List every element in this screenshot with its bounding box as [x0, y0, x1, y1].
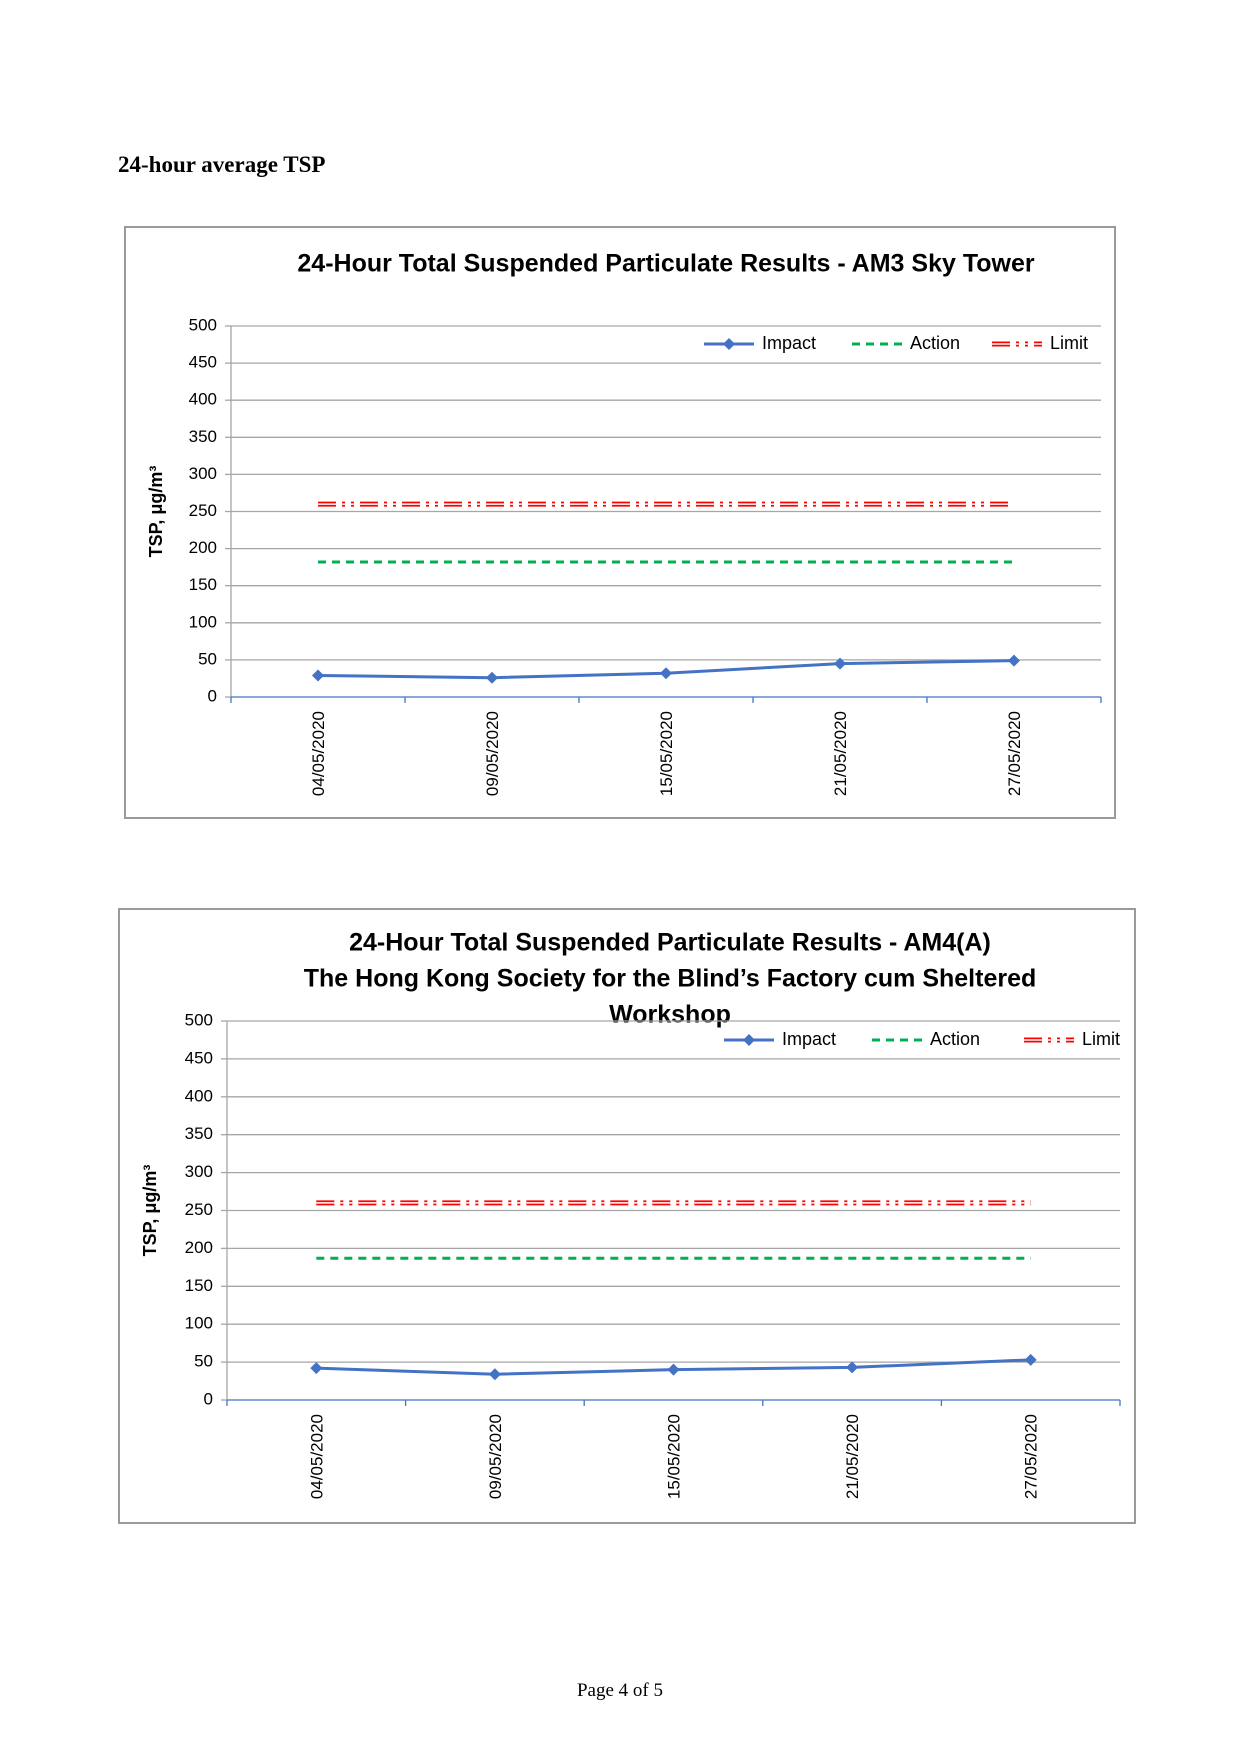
page-footer: Page 4 of 5 [576, 1680, 663, 1701]
data-point-impact [312, 669, 324, 681]
y-tick-label: 350 [188, 426, 217, 446]
legend-label-limit: Limit [1050, 332, 1089, 353]
data-point-impact [846, 1361, 858, 1373]
x-tick-label: 04/05/2020 [309, 711, 328, 797]
data-point-impact [660, 667, 672, 679]
y-tick-label: 300 [184, 1162, 213, 1182]
legend-label-limit: Limit [1082, 1028, 1121, 1049]
y-tick-label: 500 [188, 315, 217, 335]
y-tick-label: 450 [188, 352, 217, 372]
data-point-impact [489, 1368, 501, 1380]
chart-title-line: The Hong Kong Society for the Blind’s Factory cum Sheltered [303, 964, 1037, 993]
x-tick-label: 21/05/2020 [843, 1414, 863, 1500]
y-tick-label: 450 [184, 1048, 213, 1068]
chart-am3-sky-tower [124, 226, 1116, 819]
y-tick-label: 100 [184, 1313, 213, 1333]
y-tick-label: 0 [203, 1389, 213, 1409]
legend-label-action: Action [910, 332, 961, 353]
legend-label-impact: Impact [762, 332, 817, 353]
x-tick-label: 04/05/2020 [307, 1414, 327, 1500]
x-tick-label: 21/05/2020 [831, 711, 850, 797]
x-tick-label: 09/05/2020 [483, 711, 502, 797]
y-tick-label: 250 [188, 500, 217, 520]
chart-title-line: Workshop [609, 1000, 731, 1029]
x-tick-label: 15/05/2020 [664, 1414, 684, 1500]
y-tick-label: 50 [194, 1351, 213, 1371]
legend-marker-impact [723, 338, 735, 350]
data-point-impact [1025, 1354, 1037, 1366]
y-tick-label: 150 [188, 575, 217, 595]
y-tick-label: 0 [207, 686, 217, 706]
y-tick-label: 400 [188, 389, 217, 409]
chart-am4a-blind-society [118, 908, 1136, 1524]
chart-title-line: 24-Hour Total Suspended Particulate Results - AM4(A) [349, 928, 991, 957]
y-tick-label: 200 [188, 538, 217, 558]
y-tick-label: 100 [188, 612, 217, 632]
y-tick-label: 50 [198, 649, 217, 669]
y-tick-label: 400 [184, 1086, 213, 1106]
y-tick-label: 200 [184, 1237, 213, 1257]
legend-label-action: Action [930, 1028, 981, 1049]
data-point-impact [1008, 655, 1020, 667]
y-tick-label: 250 [184, 1199, 213, 1219]
data-point-impact [310, 1362, 322, 1374]
y-tick-label: 150 [184, 1275, 213, 1295]
y-axis-label: TSP, μg/m³ [140, 1164, 160, 1257]
y-axis-label: TSP, μg/m³ [146, 465, 166, 558]
chart-am4a-svg [120, 910, 1138, 1526]
legend-label-impact: Impact [782, 1028, 837, 1049]
x-tick-label: 15/05/2020 [657, 711, 676, 797]
y-tick-label: 500 [184, 1010, 213, 1030]
chart-title-line: 24-Hour Total Suspended Particulate Results - AM3 Sky Tower [297, 249, 1035, 278]
x-tick-label: 27/05/2020 [1021, 1414, 1041, 1500]
legend-marker-impact [743, 1034, 755, 1046]
chart-am3-svg [126, 228, 1118, 821]
x-tick-label: 09/05/2020 [485, 1414, 505, 1500]
section-heading: 24-hour average TSP [118, 152, 326, 177]
data-point-impact [486, 672, 498, 684]
y-tick-label: 300 [188, 463, 217, 483]
y-tick-label: 350 [184, 1124, 213, 1144]
x-tick-label: 27/05/2020 [1005, 711, 1024, 797]
data-point-impact [668, 1364, 680, 1376]
